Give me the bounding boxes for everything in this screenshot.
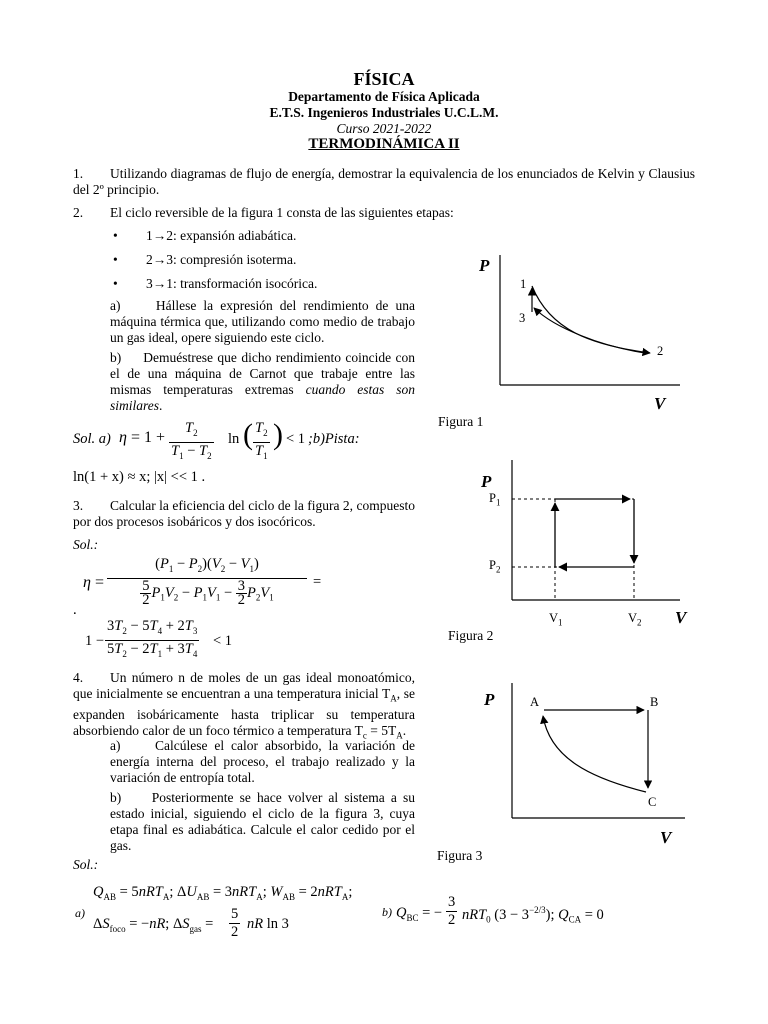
figure-1-p-label: P bbox=[479, 256, 490, 275]
question-4-text: Un número n de moles de un gas ideal monoatómico, que inicialmente se encuentran a una temperatura inicial $T_A$, se expanden isobáricamente hasta triplicar su temperatura absorbiendo calor de un foco térmico a temperatura $T_c = 5T_A$. bbox=[73, 670, 415, 741]
figure-3-point-a: A bbox=[530, 695, 540, 709]
figure-1-v-label: V bbox=[654, 394, 666, 413]
figure-1-point-3: 3 bbox=[519, 311, 526, 325]
question-4a-text: a) Calcúlese el calor absorbido, la variación de energía interna del proceso, el trabajo realizado y la variación de entropía total. bbox=[110, 738, 415, 785]
question-4b-text: b) Posteriormente se hace volver al sistema a su estado inicial, siguiendo el ciclo de la figura 3, cuya etapa final es adiabática. Calcule el calor cedido por el gas. bbox=[110, 790, 415, 853]
question-1-number: 1. bbox=[73, 166, 84, 181]
stage-2-3: 2→3: compresión isoterma. bbox=[146, 252, 297, 267]
figure-1-caption: Figura 1 bbox=[438, 414, 484, 429]
question-3-text: Calcular la eficiencia del ciclo de la figura 2, compuesto por dos procesos isobáricos y dos isocóricos. bbox=[73, 498, 415, 529]
question-2-solution: Sol. a) η = 1 + $\frac{T_2}{T_1 - T_2}$ ln ( $\frac{T_2}{T_1}$ ) < 1 ;b)Pista: bbox=[73, 420, 433, 462]
figure-3-point-c: C bbox=[648, 795, 657, 809]
figure-3-adiabat-c-a bbox=[543, 716, 646, 792]
bullet: • bbox=[113, 276, 118, 291]
figure-2-p1-label: $P_1$ bbox=[489, 491, 501, 508]
figure-3-diagram bbox=[480, 678, 700, 848]
figure-1-point-2: 2 bbox=[657, 344, 664, 358]
figure-2-v1-label: $V_1$ bbox=[549, 611, 563, 628]
question-2b-text: b) Demuéstrese que dicho rendimiento coincide con el de una máquina de Carnot que trabaje entre las mismas temperaturas extremas cuando estas son similares. bbox=[110, 350, 415, 413]
question-2-text: El ciclo reversible de la figura 1 consta de las siguientes etapas: bbox=[110, 205, 454, 220]
question-2a-text: a) Hállese la expresión del rendimiento de una máquina térmica que, utilizando como medio de trabajo un gas ideal, opere siguiendo este ciclo. bbox=[110, 298, 415, 345]
bullet: • bbox=[113, 252, 118, 267]
question-4b-solution: b) $Q_{BC}$ = − $\frac{3}{2}$ nRT$_0$ $(3 - 3^{-2/3})$; $Q_{CA} = 0$ bbox=[382, 894, 604, 928]
figure-3-v-label: V bbox=[660, 828, 672, 847]
figure-2-caption: Figura 2 bbox=[448, 628, 494, 643]
figure-3-p-label: P bbox=[484, 690, 495, 709]
department-line: Departamento de Física Aplicada bbox=[288, 89, 480, 104]
question-2-hint: ln(1 + x) ≈ x; |x| << 1 . bbox=[73, 469, 206, 485]
stage-1-2: 1→2: expansión adiabática. bbox=[146, 228, 297, 243]
school-line: E.T.S. Ingenieros Industriales U.C.L.M. bbox=[269, 105, 499, 120]
figure-2-p-label: P bbox=[481, 472, 492, 491]
question-2-number: 2. bbox=[73, 205, 84, 220]
question-4a-solution: a) $Q_{AB} = 5nRT_A$; $\Delta U_{AB} = 3nRT_A$; $W_{AB} = 2nRT_A$; $\Delta S_{foco} = -nR$; $\Delta S_{gas}$ = $\frac{5}{2}$ nR ln 3 bbox=[75, 884, 353, 940]
figure-2-diagram bbox=[470, 455, 700, 630]
figure-2-p2-label: $P_2$ bbox=[489, 558, 501, 575]
figure-2-v-label: V bbox=[675, 608, 687, 627]
question-3-solution: η = $(P_1 - P_2)(V_2 - V_1)$ $\frac{5}{2}$ $P_1V_2 - P_1V_1$ − $\frac{3}{2}$ $P_2V_1$ = . 1 − $\frac{3T_2 - 5T_4 + 2T_3}{5T_2 - 2T_1 + 3T_4}$ < 1 bbox=[73, 556, 413, 676]
stage-3-1: 3→1: transformación isocórica. bbox=[146, 276, 318, 291]
figure-3-caption: Figura 3 bbox=[437, 848, 483, 863]
question-4-solution-label: Sol.: bbox=[73, 857, 99, 872]
bullet: • bbox=[113, 228, 118, 243]
figure-1-diagram bbox=[470, 250, 700, 420]
question-1-text: Utilizando diagramas de flujo de energía, demostrar la equivalencia de los enunciados de Kelvin y Clausius del 2º principio. bbox=[73, 166, 695, 197]
figure-2-v2-label: $V_2$ bbox=[628, 611, 642, 628]
figure-3-point-b: B bbox=[650, 695, 659, 709]
page-title: FÍSICA bbox=[353, 69, 415, 89]
question-4-number: 4. bbox=[73, 670, 84, 685]
figure-1-point-1: 1 bbox=[520, 277, 527, 291]
question-3-solution-label: Sol.: bbox=[73, 537, 99, 552]
question-3-number: 3. bbox=[73, 498, 84, 513]
subject-title: TERMODINÁMICA II bbox=[308, 136, 460, 152]
course-line: Curso 2021-2022 bbox=[336, 121, 432, 136]
